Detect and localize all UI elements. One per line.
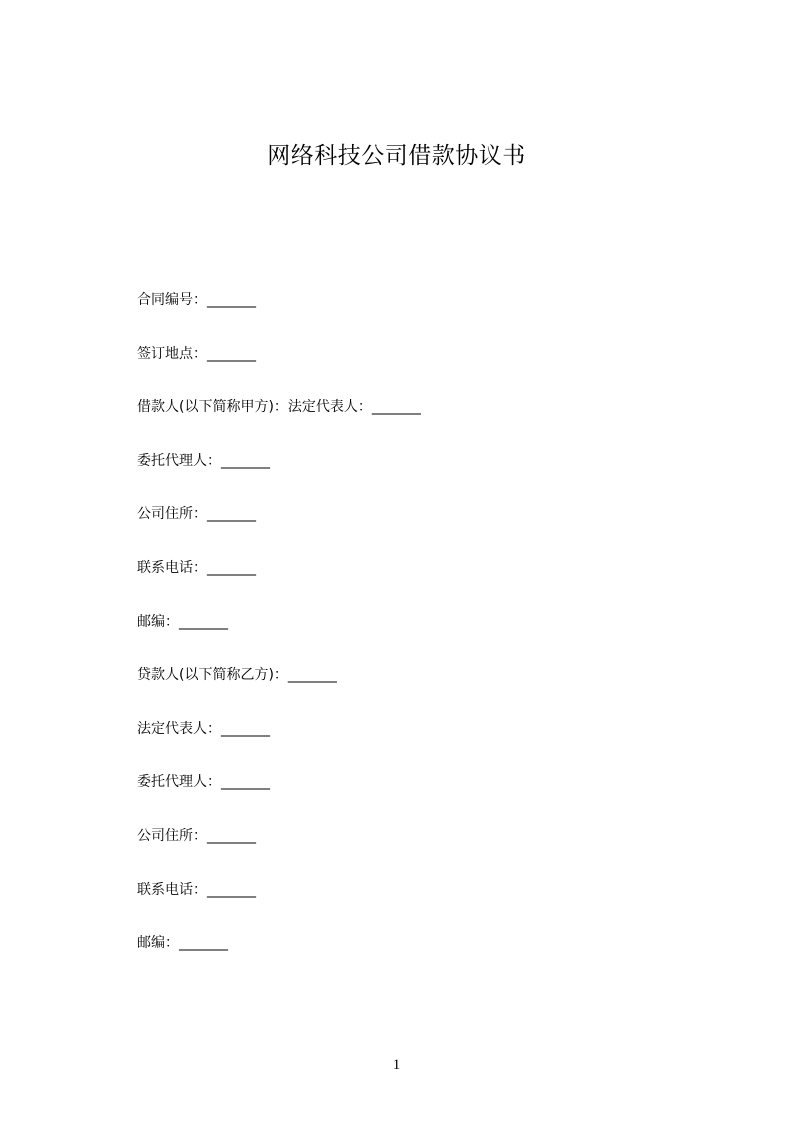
page-number: 1 xyxy=(392,1057,401,1073)
lender-postcode-line: 邮编：_______ xyxy=(137,935,228,952)
signing-place-line: 签订地点：_______ xyxy=(137,345,256,362)
lender-agent-line: 委托代理人：_______ xyxy=(137,774,270,791)
lender-line: 贷款人(以下简称乙方)：_______ xyxy=(137,667,337,684)
contract-fields xyxy=(137,288,697,985)
borrower-agent-line: 委托代理人：_______ xyxy=(137,452,270,469)
document-title: 网络科技公司借款协议书 xyxy=(267,143,526,169)
borrower-representative-line: 借款人(以下简称甲方)：法定代表人：_______ xyxy=(137,399,421,416)
borrower-phone-line: 联系电话：_______ xyxy=(137,559,256,576)
contract-number-line: 合同编号：_______ xyxy=(137,292,256,308)
lender-address-line: 公司住所：_______ xyxy=(137,827,256,844)
lender-representative-line: 法定代表人：_______ xyxy=(137,720,270,737)
borrower-postcode-line: 邮编：_______ xyxy=(137,613,228,630)
borrower-address-line: 公司住所：_______ xyxy=(137,506,256,523)
lender-phone-line: 联系电话：_______ xyxy=(137,881,256,898)
